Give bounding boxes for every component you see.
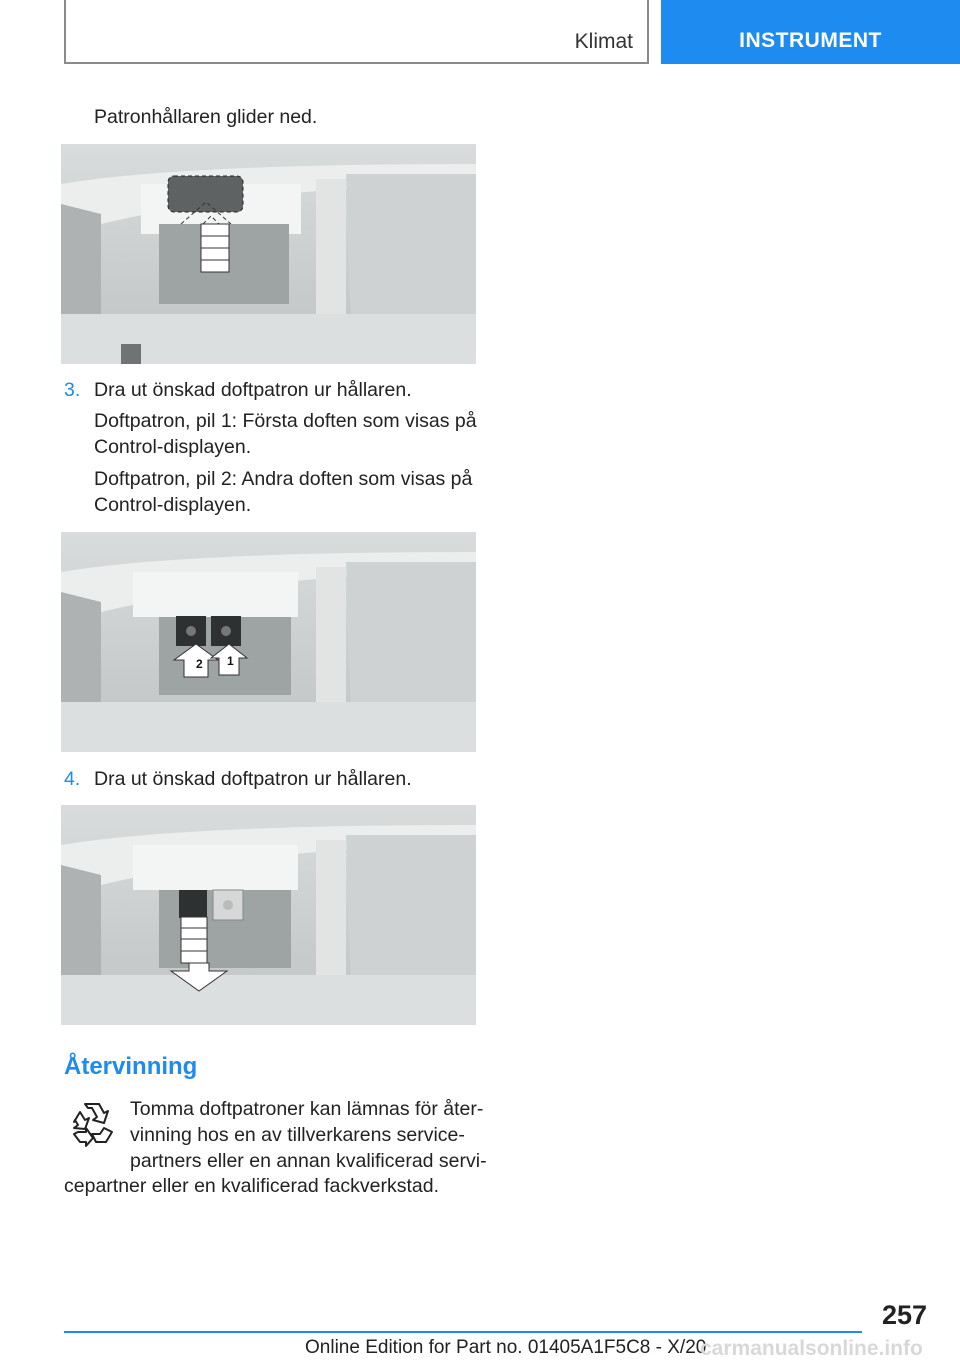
step-number: 3. <box>64 379 81 401</box>
chapter-tab[interactable] <box>661 0 960 64</box>
recycling-line: cepartner eller en kvalificerad fackverkstad. <box>64 1175 440 1197</box>
step-text: Dra ut önskad doftpatron ur hållaren. <box>94 379 412 401</box>
section-title: Klimat <box>574 30 633 53</box>
section-heading: Återvinning <box>64 1053 198 1080</box>
recycling-line: Tomma doftpatroner kan lämnas för åter- <box>130 1098 484 1120</box>
chapter-tab-label: INSTRUMENT <box>739 29 882 52</box>
step-note-line: Doftpatron, pil 1: Första doften som visas på <box>94 410 477 432</box>
header-frame <box>64 0 649 64</box>
figure-cartridge-pull-out <box>61 805 476 1025</box>
recycling-line: partners eller en annan kvalificerad servi- <box>130 1150 487 1172</box>
step-number: 4. <box>64 768 81 790</box>
step-note <box>94 466 472 518</box>
recycling-line: vinning hos en av tillverkarens service- <box>130 1124 465 1146</box>
arrow-label-1: 1 <box>227 654 234 668</box>
step-note-line: Control-displayen. <box>94 436 252 458</box>
step-note-line: Control-displayen. <box>94 494 252 516</box>
step-text: Dra ut önskad doftpatron ur hållaren. <box>94 768 412 790</box>
step-note <box>94 408 477 460</box>
footer-divider <box>64 1331 862 1333</box>
intro-text: Patronhållaren glider ned. <box>94 106 318 128</box>
footer-edition: Online Edition for Part no. 01405A1F5C8 - X/20 <box>305 1337 707 1358</box>
figure-cartridge-arrows <box>61 532 476 752</box>
arrow-label-2: 2 <box>196 657 203 671</box>
page-number: 257 <box>881 1300 927 1330</box>
recycle-icon <box>66 1098 118 1150</box>
figure-cartridge-holder-lowered <box>61 144 476 364</box>
step-note-line: Doftpatron, pil 2: Andra doften som visas på <box>94 468 473 490</box>
watermark: carmanualsonline.info <box>700 1337 923 1360</box>
